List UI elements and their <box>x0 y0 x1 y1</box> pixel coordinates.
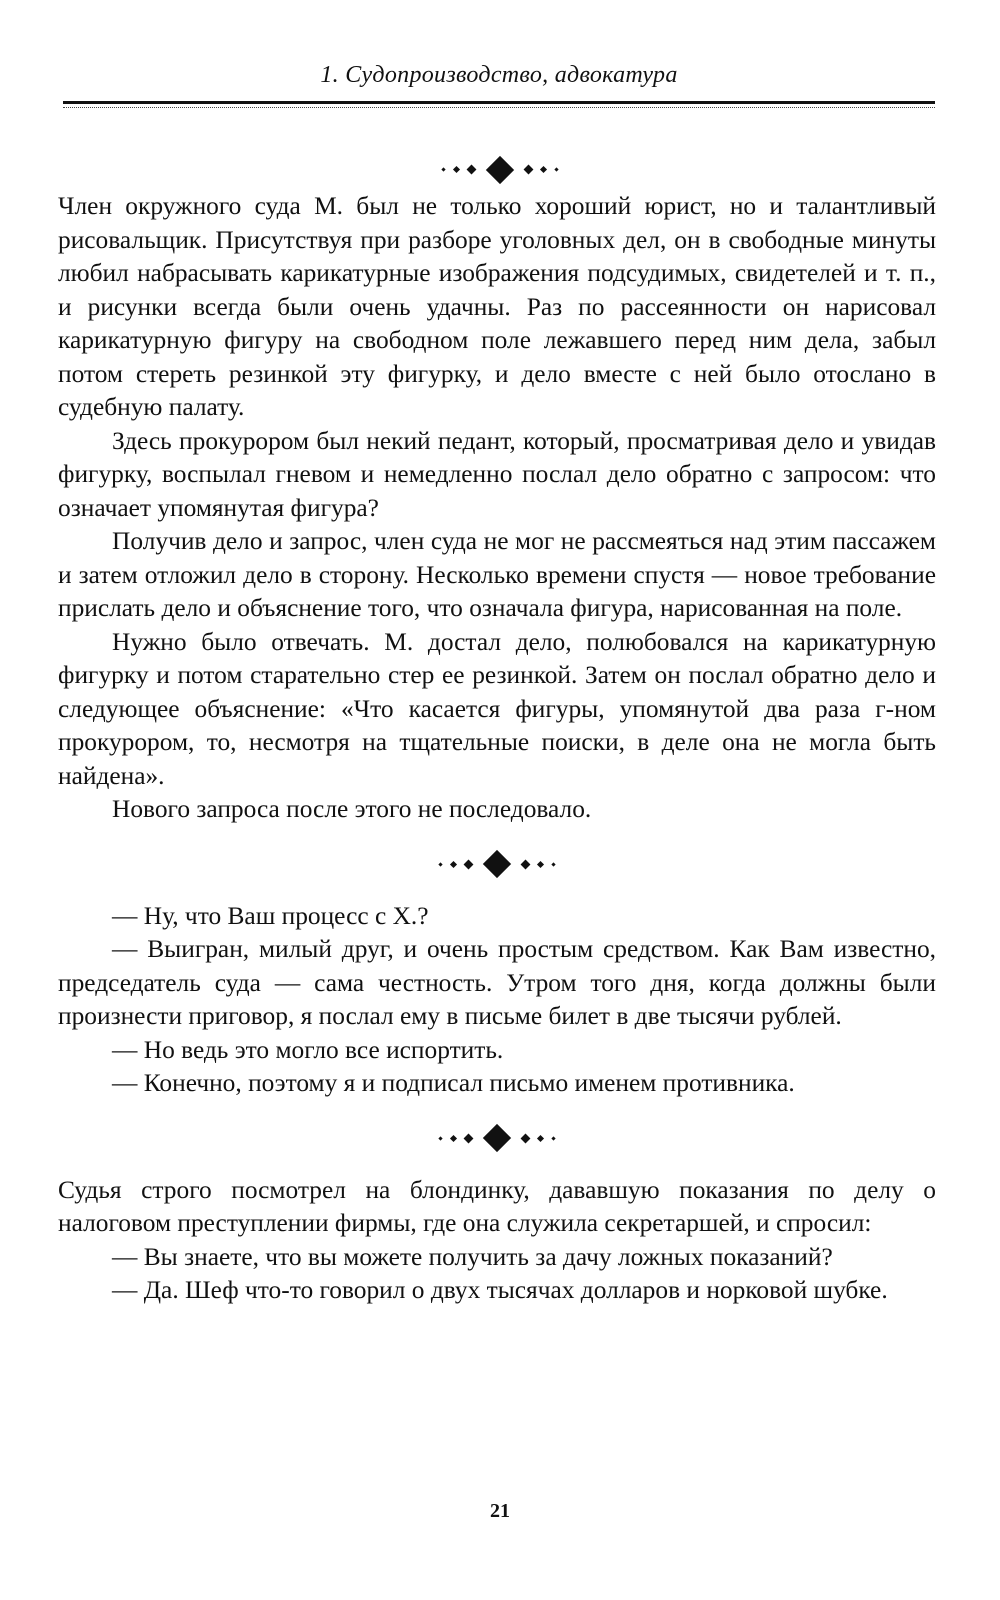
story-1-paragraph: Нового запроса после этого не последовало. <box>112 795 592 823</box>
header-rule-dotted <box>63 107 935 108</box>
dialogue-line: — Выигран, милый друг, и очень простым средством. Как Вам известно, председатель суда — сама честность. Утром того дня, когда должны были произнести приговор, я послал ему в письме билет в две тысячи рублей. <box>58 935 936 1030</box>
body-text <box>58 190 936 1308</box>
dialogue-line: — Ну, что Ваш процесс с Х.? <box>112 901 429 930</box>
story-2 <box>58 900 936 1101</box>
story-1-paragraph: Член окружного суда М. был не только хороший юрист, но и талантливый рисовальщик. Присутствуя при разборе уголовных дел, он в свободные минуты любил набрасывать карикатурные изображения подсудимых, свидетелей и т. п., и рисунки всегда были очень удачны. Раз по рассеянности он нарисовал карикатурную фигуру на свободном поле лежавшего перед ним дела, забыл потом стереть резинкой эту фигурку, и дело вместе с ней было отослано в судебную палату. <box>58 192 936 421</box>
dialogue-line: — Конечно, поэтому я и подписал письмо именем противника. <box>112 1069 795 1097</box>
story-3-paragraph: Судья строго посмотрел на блондинку, дававшую показания по делу о налоговом преступлении фирмы, где она служила секретаршей, и спросил: <box>58 1175 936 1237</box>
running-head: 1. Судопроизводство, адвокатура <box>320 62 678 88</box>
dialogue-line: — Да. Шеф что-то говорил о двух тысячах долларов и норковой шубке. <box>112 1276 888 1304</box>
story-1-paragraph: Нужно было отвечать. М. достал дело, полюбовался на карикатурную фигурку и потом старательно стер ее резинкой. Затем он послал обратно дело и следующее объяснение: «Что касается фигуры, упомянутой два раза г-ном прокурором, то, несмотря на тщательные поиски, в деле она не могла быть найдена». <box>58 627 936 790</box>
story-1 <box>58 190 936 827</box>
dialogue-line: — Вы знаете, что вы можете получить за дачу ложных показаний? <box>112 1242 833 1271</box>
page-number: 21 <box>490 1500 510 1522</box>
story-3 <box>58 1174 936 1308</box>
ornament-divider-icon <box>58 831 936 898</box>
story-1-paragraph: Здесь прокурором был некий педант, который, просматривая дело и увидав фигурку, воспылал гневом и немедленно послал дело обратно с запросом: что означает упомянутая фигура? <box>58 426 936 522</box>
dialogue-line: — Но ведь это могло все испортить. <box>112 1035 504 1064</box>
header-rule <box>63 101 935 104</box>
ornament-divider-icon <box>58 1105 936 1172</box>
story-1-paragraph: Получив дело и запрос, член суда не мог не рассмеяться над этим пассажем и затем отложил дело в сторону. Несколько времени спустя — новое требование прислать дело и объяснение того, что означала фигура, нарисованная на поле. <box>58 527 936 622</box>
